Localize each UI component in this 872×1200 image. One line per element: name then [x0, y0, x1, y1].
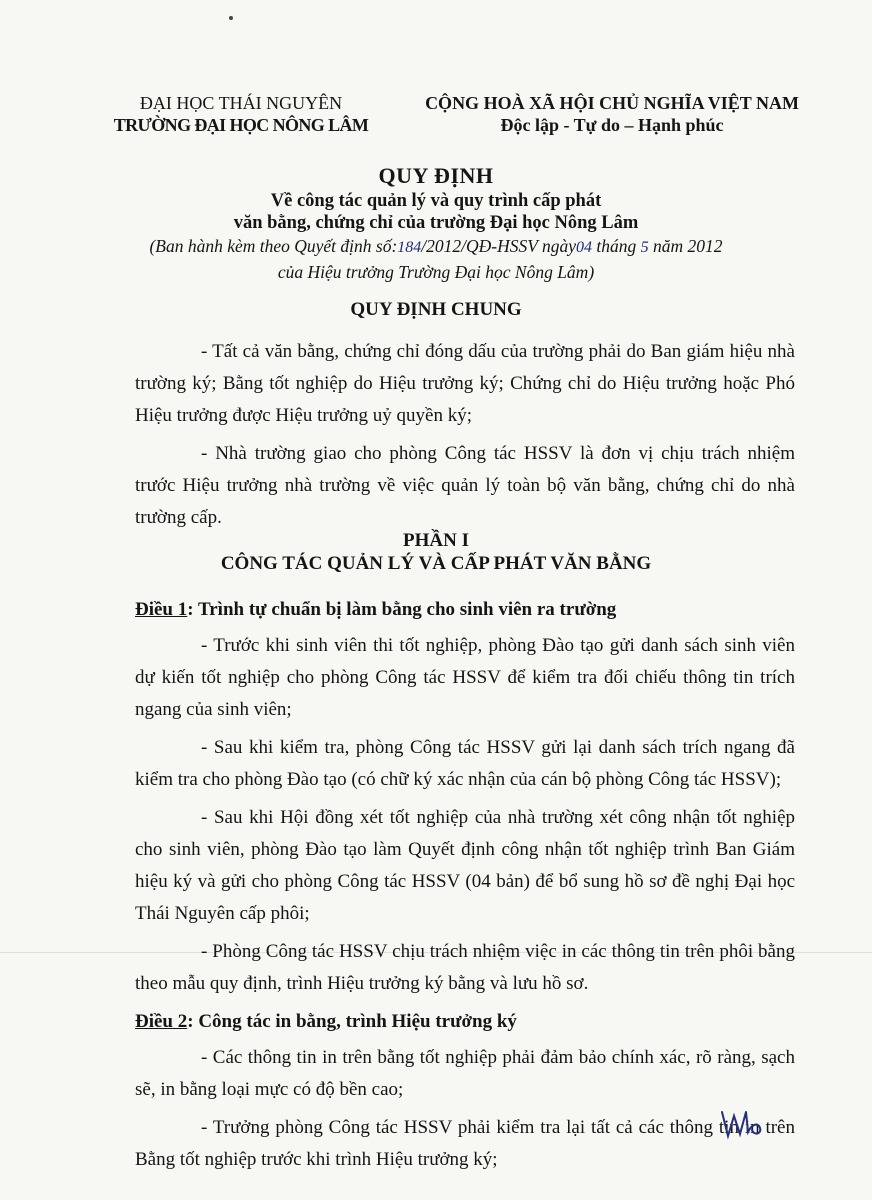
nation-name: CỘNG HOÀ XÃ HỘI CHỦ NGHĨA VIỆT NAM — [425, 93, 799, 113]
decree-month-handwritten: 5 — [640, 239, 649, 256]
university-name: ĐẠI HỌC THÁI NGUYÊN — [139, 93, 343, 113]
article1-heading: Điều 1: Trình tự chuẩn bị làm bằng cho sinh viên ra trường — [135, 599, 617, 620]
document-title: QUY ĐỊNH — [378, 163, 494, 188]
article1-paragraph: - Trước khi sinh viên thi tốt nghiệp, phòng Đào tạo gửi danh sách sinh viên dự kiến tốt nghiệp cho phòng Công tác HSSV để kiểm tra đối chiếu thông tin trích ngang của sinh viên; — [135, 635, 795, 720]
article2-heading: Điều 2: Công tác in bằng, trình Hiệu trưởng ký — [135, 1011, 517, 1032]
document-subtitle — [0, 190, 872, 234]
decree-line-1: (Ban hành kèm theo Quyết định số:184/2012/QĐ-HSSV ngày04 tháng 5 năm 2012 — [149, 236, 723, 256]
decree-number-handwritten: 184 — [397, 239, 422, 256]
school-name: TRƯỜNG ĐẠI HỌC NÔNG LÂM — [113, 115, 369, 135]
general-section-title: QUY ĐỊNH CHUNG — [350, 299, 522, 320]
decree-reference — [0, 234, 872, 284]
decree-line-2: của Hiệu trưởng Trường Đại học Nông Lâm) — [277, 262, 595, 282]
initial-signature — [718, 1102, 778, 1142]
header-right — [402, 92, 822, 136]
scan-speck — [229, 16, 233, 20]
general-paragraph: - Nhà trường giao cho phòng Công tác HSSV là đơn vị chịu trách nhiệm trước Hiệu trưởng nhà trường về việc quản lý toàn bộ văn bằng, chứng chỉ do nhà trường cấp. — [135, 443, 795, 528]
subtitle-line-2: văn bằng, chứng chỉ của trường Đại học Nông Lâm — [233, 213, 639, 233]
articles — [135, 594, 795, 1182]
decree-day-handwritten: 04 — [576, 239, 593, 256]
part1-title: CÔNG TÁC QUẢN LÝ VÀ CẤP PHÁT VĂN BẰNG — [220, 553, 652, 574]
article1-paragraph: - Sau khi Hội đồng xét tốt nghiệp của nhà trường xét công nhận tốt nghiệp cho sinh viên, phòng Đào tạo làm Quyết định công nhận tốt nghiệp trình Ban Giám hiệu ký và gửi cho phòng Công tác HSSV (04 bản) để bổ sung hồ sơ đề nghị Đại học Thái Nguyên cấp phôi; — [135, 807, 795, 924]
general-paragraph: - Tất cả văn bằng, chứng chỉ đóng dấu của trường phải do Ban giám hiệu nhà trường ký; Bằng tốt nghiệp do Hiệu trưởng ký; Chứng chỉ do Hiệu trưởng hoặc Phó Hiệu trưởng được Hiệu trưởng uỷ quyền ký; — [135, 341, 795, 426]
article1-paragraph: - Sau khi kiểm tra, phòng Công tác HSSV gửi lại danh sách trích ngang đã kiểm tra cho phòng Đào tạo (có chữ ký xác nhận của cán bộ phòng Công tác HSSV); — [135, 737, 795, 790]
header-left — [96, 92, 386, 136]
general-section — [135, 336, 795, 540]
article1-paragraph: - Phòng Công tác HSSV chịu trách nhiệm việc in các thông tin trên phôi bằng theo mẫu quy định, trình Hiệu trưởng ký bằng và lưu hồ sơ. — [135, 941, 795, 994]
motto: Độc lập - Tự do – Hạnh phúc — [500, 115, 724, 135]
article2-paragraph: - Các thông tin in trên bằng tốt nghiệp phải đảm bảo chính xác, rõ ràng, sạch sẽ, in bằng loại mực có độ bền cao; — [135, 1047, 795, 1100]
part1-label: PHẦN I — [403, 530, 469, 551]
article2-paragraph: - Trưởng phòng Công tác HSSV phải kiểm tra lại tất cả các thông tin in trên Bằng tốt nghiệp trước khi trình Hiệu trưởng ký; — [135, 1117, 795, 1170]
subtitle-line-1: Về công tác quản lý và quy trình cấp phát — [270, 191, 602, 211]
